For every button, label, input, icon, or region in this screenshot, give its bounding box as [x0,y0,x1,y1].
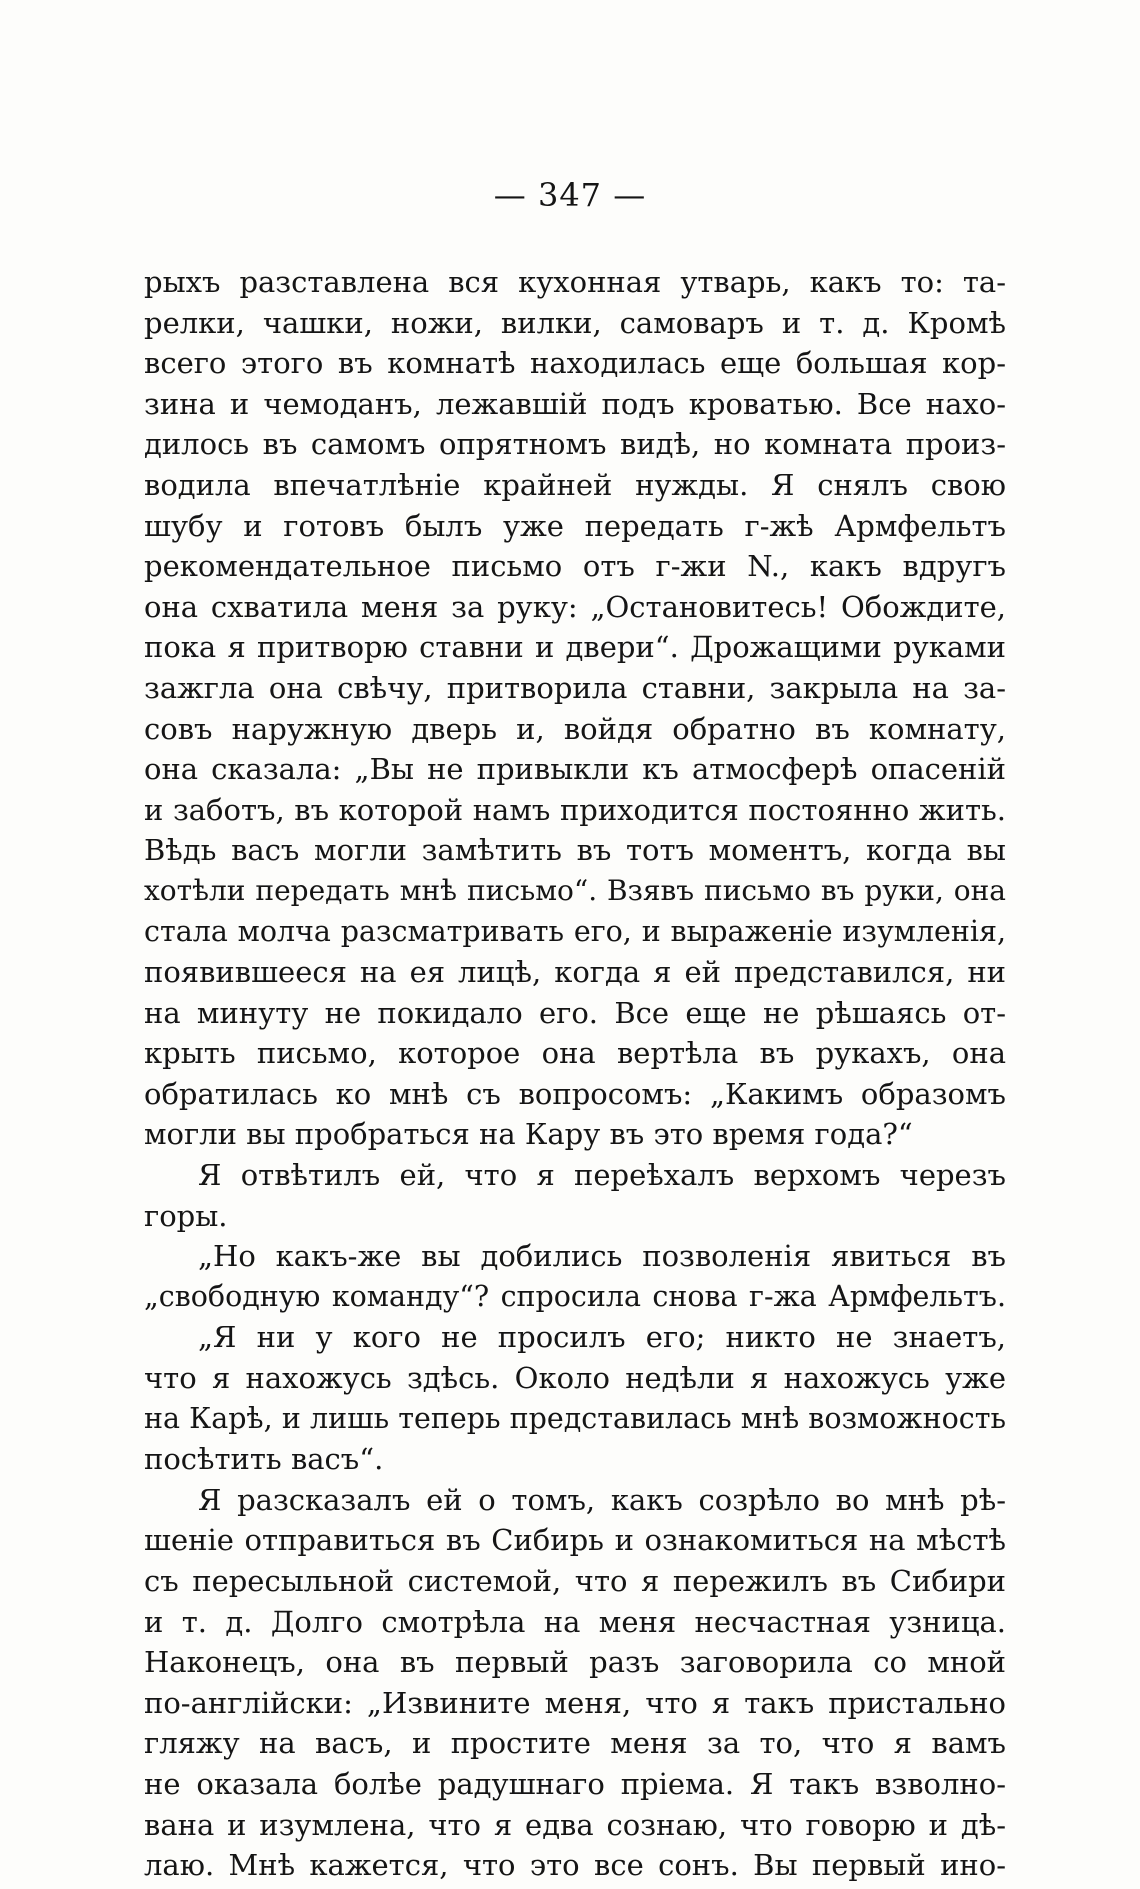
text-line: „Но какъ-же вы добились позволенія явиться въ [198,1239,1006,1274]
text-line: что я нахожусь здѣсь. Около недѣли я нахожусь уже [144,1361,1006,1396]
text-line: не оказала болѣе радушнаго пріема. Я такъ взволно- [144,1766,1006,1801]
text-line: съ пересыльной системой, что я пережилъ въ Сибири [144,1564,1006,1598]
text-line: Вѣдь васъ могли замѣтить въ тотъ моментъ, когда вы [144,833,1006,868]
text-line: релки, чашки, ножи, вилки, самоваръ и т. д. Кромѣ [144,305,1006,340]
text-line: зина и чемоданъ, лежавшій подъ кроватью. Все нахо- [144,386,1006,421]
text-line: дилось въ самомъ опрятномъ видѣ, но комната произ- [144,427,1006,462]
text-line: обратилась ко мнѣ съ вопросомъ: „Какимъ образомъ [144,1076,1006,1111]
text-line: Наконецъ, она въ первый разъ заговорила со мной [144,1645,1006,1680]
text-line: она схватила меня за руку: „Остановитесь! Обождите, [144,589,1006,624]
text-line: она сказала: „Вы не привыкли къ атмосферѣ опасеній [144,752,1006,787]
text-line: хотѣли передать мнѣ письмо“. Взявъ письмо въ руки, она [144,873,1006,907]
text-line: совъ наружную дверь и, войдя обратно въ комнату, [144,711,1006,746]
text-line: рекомендательное письмо отъ г-жи N., какъ вдругъ [144,549,1006,584]
text-line: вана и изумлена, что я едва сознаю, что говорю и дѣ- [144,1807,1006,1842]
text-line: „Я ни у кого не просилъ его; никто не знаетъ, [198,1320,1006,1355]
text-line: крыть письмо, которое она вертѣла въ рукахъ, она [144,1036,1006,1071]
text-line: Я разсказалъ ей о томъ, какъ созрѣло во мнѣ рѣ- [198,1482,1006,1517]
text-line: появившееся на ея лицѣ, когда я ей представился, ни [144,955,1006,990]
text-line: Я отвѣтилъ ей, что я переѣхалъ верхомъ черезъ [198,1158,1006,1193]
text-line: лаю. Мнѣ кажется, что это все сонъ. Вы первый ино- [144,1848,1006,1883]
text-line: и заботъ, въ которой намъ приходится постоянно жить. [144,792,1006,827]
text-line: гляжу на васъ, и простите меня за то, что я вамъ [144,1726,1006,1761]
text-line: на Карѣ, и лишь теперь представилась мнѣ возможность [144,1401,1006,1435]
text-line: пока я притворю ставни и двери“. Дрожащими руками [144,630,1006,665]
text-line: горы. [144,1198,228,1233]
text-line: водила впечатлѣніе крайней нужды. Я снялъ свою [144,467,1006,502]
text-line: на минуту не покидало его. Все еще не рѣшаясь от- [144,995,1006,1030]
body-text [144,262,1006,1886]
page-number: — 347 — [493,176,647,214]
text-line: посѣтить васъ“. [144,1442,384,1477]
text-line: зажгла она свѣчу, притворила ставни, закрыла на за- [144,670,1006,705]
text-line: и т. д. Долго смотрѣла на меня несчастная узница. [144,1604,1006,1639]
text-line: рыхъ разставлена вся кухонная утварь, какъ то: та- [144,265,1006,299]
text-line: шеніе отправиться въ Сибирь и ознакомиться на мѣстѣ [144,1523,1006,1558]
text-line: всего этого въ комнатѣ находилась еще большая кор- [144,346,1006,381]
text-line: стала молча разсматривать его, и выраженіе изумленія, [144,914,1006,948]
text-line: „свободную команду“? спросила снова г-жа Армфельтъ. [144,1279,1006,1313]
text-line: по-англійски: „Извините меня, что я такъ пристально [144,1685,1006,1720]
text-line: могли вы пробраться на Кару въ это время года?“ [144,1117,913,1152]
text-line: шубу и готовъ былъ уже передать г-жѣ Армфельтъ [144,508,1006,543]
